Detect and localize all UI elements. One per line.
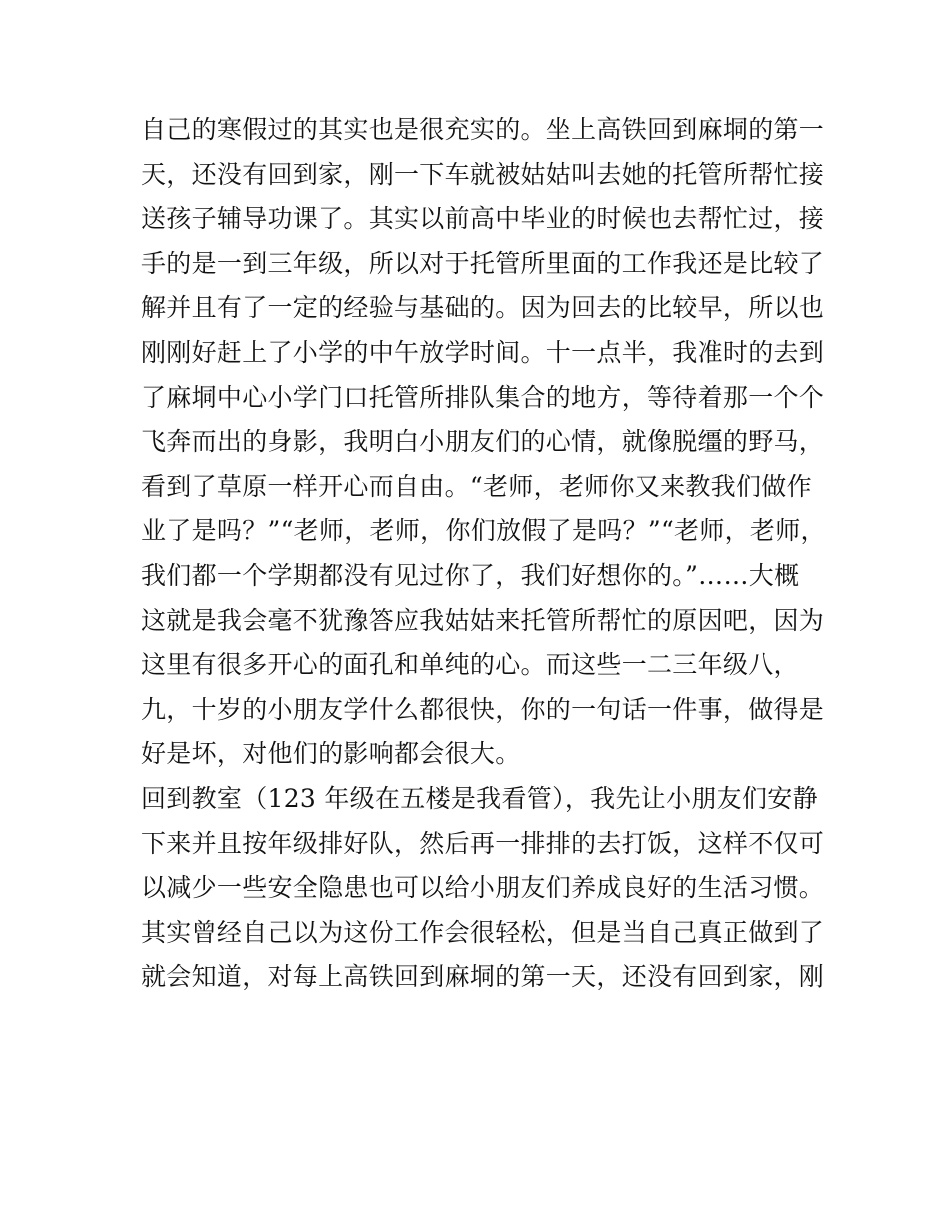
text-line: 送孩子辅导功课了。其实以前高中毕业的时候也去帮忙过，接 xyxy=(141,204,825,234)
text-line: 就会知道，对每上高铁回到麻垌的第一天，还没有回到家，刚 xyxy=(141,962,825,992)
text-line: 我们都一个学期都没有见过你了，我们好想你的。”……大概 xyxy=(141,560,800,590)
text-line: 回到教室（123 年级在五楼是我看管），我先让小朋友们安静 xyxy=(141,783,818,813)
text-line: 下来并且按年级排好队，然后再一排排的去打饭，这样不仅可 xyxy=(141,828,825,858)
text-line: 这就是我会毫不犹豫答应我姑姑来托管所帮忙的原因吧，因为 xyxy=(141,605,825,635)
text-line: 九，十岁的小朋友学什么都很快，你的一句话一件事，做得是 xyxy=(141,694,825,724)
body-text xyxy=(141,108,826,1000)
text-line: 这里有很多开心的面孔和单纯的心。而这些一二三年级八， xyxy=(141,650,799,680)
text-line: 业了是吗？”“老师，老师，你们放假了是吗？”“老师，老师， xyxy=(141,516,826,546)
text-line: 以减少一些安全隐患也可以给小朋友们养成良好的生活习惯。 xyxy=(141,873,825,903)
text-line: 其实曾经自己以为这份工作会很轻松，但是当自己真正做到了 xyxy=(141,917,825,947)
text-line: 解并且有了一定的经验与基础的。因为回去的比较早，所以也 xyxy=(141,293,825,323)
text-line: 看到了草原一样开心而自由。“老师，老师你又来教我们做作 xyxy=(141,471,812,501)
text-line: 天，还没有回到家，刚一下车就被姑姑叫去她的托管所帮忙接 xyxy=(141,159,825,189)
text-line: 自己的寒假过的其实也是很充实的。坐上高铁回到麻垌的第一 xyxy=(141,115,825,144)
text-line: 好是坏，对他们的影响都会很大。 xyxy=(141,739,521,769)
text-line: 飞奔而出的身影，我明白小朋友们的心情，就像脱缰的野马， xyxy=(141,427,825,457)
text-line: 刚刚好赶上了小学的中午放学时间。十一点半，我准时的去到 xyxy=(141,337,825,367)
text-line: 了麻垌中心小学门口托管所排队集合的地方，等待着那一个个 xyxy=(141,382,825,412)
text-line: 手的是一到三年级，所以对于托管所里面的工作我还是比较了 xyxy=(141,248,825,278)
